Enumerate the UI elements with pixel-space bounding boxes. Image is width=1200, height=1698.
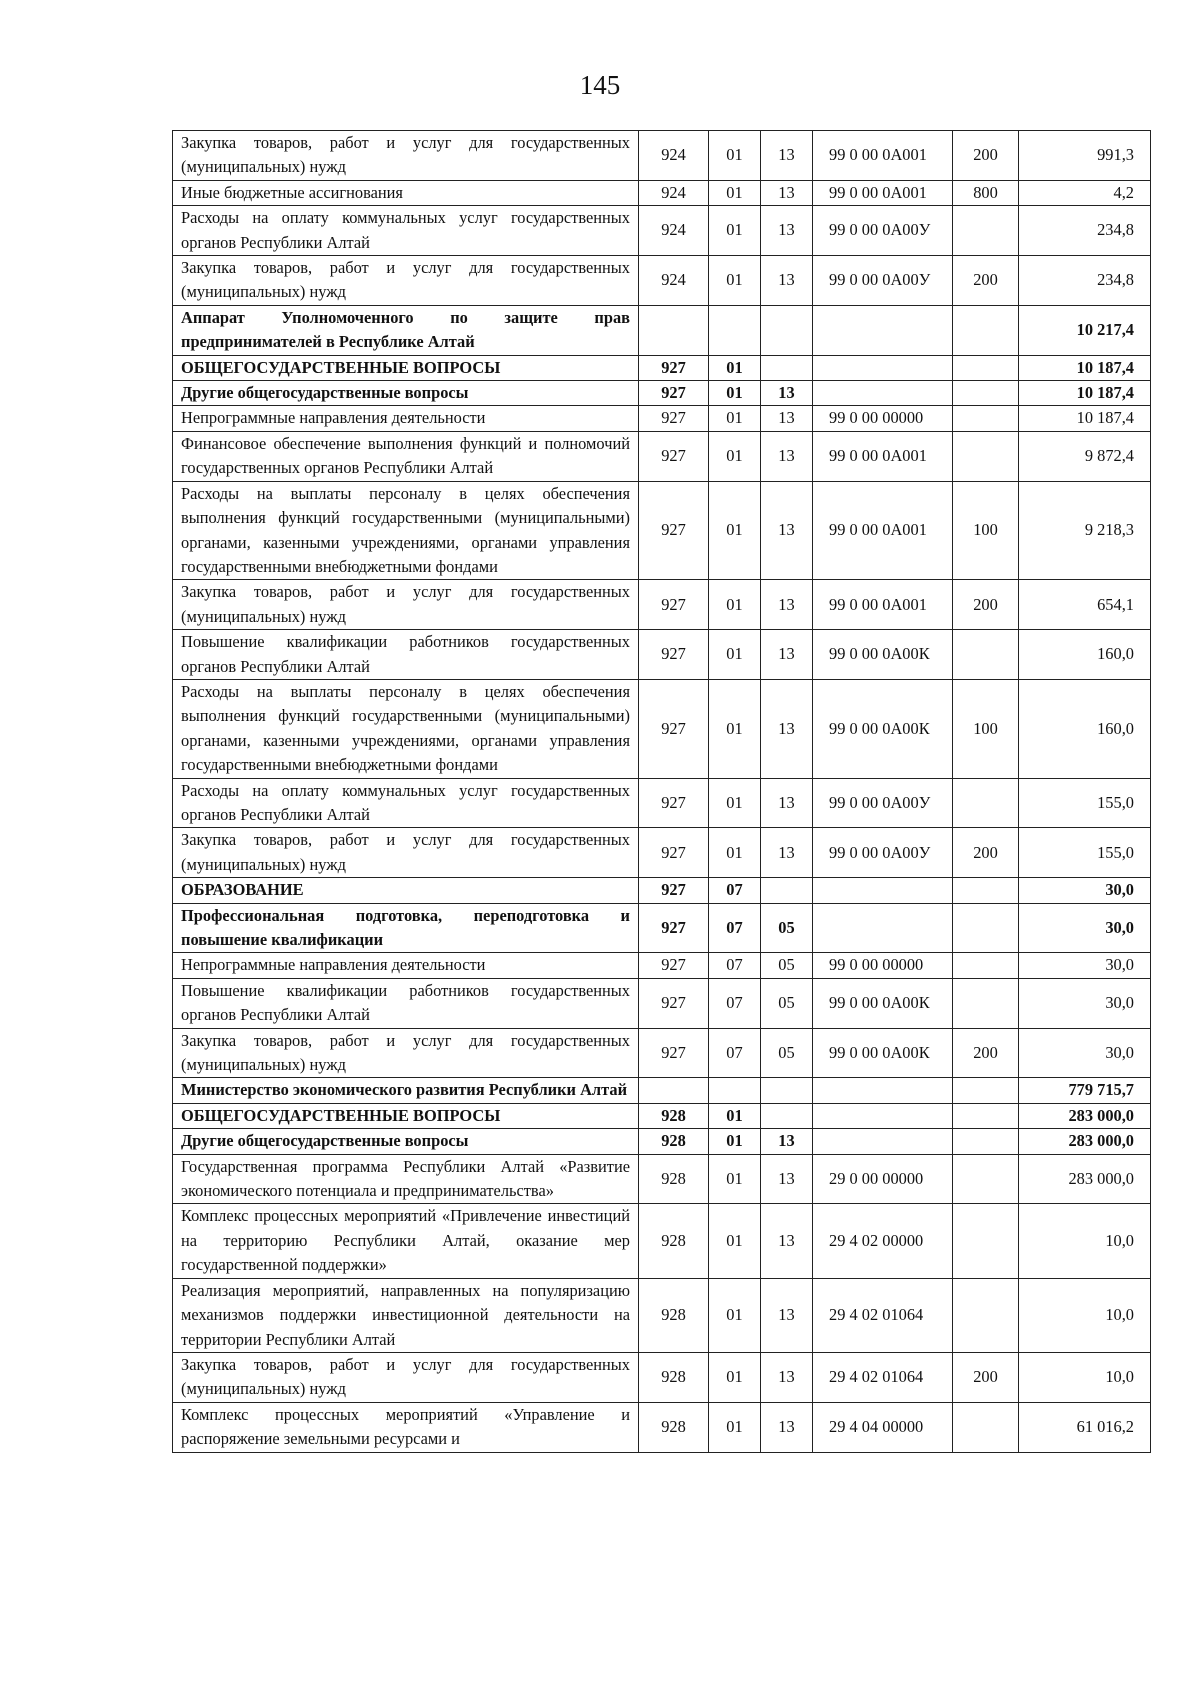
cell-expense-type: 200 <box>953 1352 1019 1402</box>
cell-subsection: 13 <box>761 630 813 680</box>
cell-target-item <box>813 355 953 380</box>
cell-section: 01 <box>709 630 761 680</box>
cell-name: Другие общегосударственные вопросы <box>173 381 639 406</box>
cell-expense-type: 200 <box>953 1028 1019 1078</box>
cell-section: 01 <box>709 180 761 205</box>
cell-grbs: 927 <box>639 828 709 878</box>
cell-amount: 779 715,7 <box>1019 1078 1151 1103</box>
cell-expense-type <box>953 903 1019 953</box>
cell-subsection: 13 <box>761 481 813 580</box>
cell-subsection <box>761 305 813 355</box>
cell-expense-type <box>953 1402 1019 1452</box>
cell-grbs: 928 <box>639 1129 709 1154</box>
table-row <box>173 903 1151 953</box>
cell-grbs: 927 <box>639 953 709 978</box>
cell-section: 07 <box>709 878 761 903</box>
cell-grbs: 927 <box>639 978 709 1028</box>
cell-section: 01 <box>709 828 761 878</box>
budget-table <box>172 130 1151 1453</box>
cell-name: Непрограммные направления деятельности <box>173 406 639 431</box>
cell-amount: 234,8 <box>1019 206 1151 256</box>
cell-subsection: 13 <box>761 828 813 878</box>
cell-target-item: 99 0 00 0А00У <box>813 206 953 256</box>
table-row <box>173 355 1151 380</box>
cell-target-item <box>813 1129 953 1154</box>
cell-grbs: 928 <box>639 1103 709 1128</box>
page-number: 145 <box>579 70 621 100</box>
table-row <box>173 256 1151 306</box>
cell-name: Повышение квалификации работников государственных органов Республики Алтай <box>173 978 639 1028</box>
cell-amount: 991,3 <box>1019 131 1151 181</box>
cell-amount: 10 187,4 <box>1019 406 1151 431</box>
cell-target-item: 99 0 00 0А001 <box>813 131 953 181</box>
cell-expense-type: 100 <box>953 679 1019 778</box>
cell-amount: 234,8 <box>1019 256 1151 306</box>
cell-target-item: 99 0 00 0А00У <box>813 778 953 828</box>
cell-section <box>709 305 761 355</box>
cell-grbs: 927 <box>639 355 709 380</box>
cell-section: 01 <box>709 1204 761 1278</box>
cell-subsection <box>761 878 813 903</box>
cell-name: Иные бюджетные ассигнования <box>173 180 639 205</box>
cell-amount: 283 000,0 <box>1019 1129 1151 1154</box>
cell-section: 01 <box>709 431 761 481</box>
cell-subsection: 13 <box>761 1352 813 1402</box>
cell-name: ОБЩЕГОСУДАРСТВЕННЫЕ ВОПРОСЫ <box>173 1103 639 1128</box>
cell-section <box>709 1078 761 1103</box>
cell-name: Расходы на оплату коммунальных услуг государственных органов Республики Алтай <box>173 778 639 828</box>
cell-section: 01 <box>709 131 761 181</box>
cell-subsection: 13 <box>761 131 813 181</box>
cell-amount: 4,2 <box>1019 180 1151 205</box>
cell-subsection: 13 <box>761 431 813 481</box>
cell-grbs: 927 <box>639 903 709 953</box>
table-row <box>173 1103 1151 1128</box>
cell-expense-type <box>953 305 1019 355</box>
cell-subsection: 13 <box>761 1278 813 1352</box>
cell-expense-type <box>953 1103 1019 1128</box>
cell-section: 07 <box>709 953 761 978</box>
cell-name: Повышение квалификации работников государственных органов Республики Алтай <box>173 630 639 680</box>
cell-grbs: 924 <box>639 206 709 256</box>
cell-section: 01 <box>709 1352 761 1402</box>
cell-target-item <box>813 305 953 355</box>
cell-expense-type <box>953 1204 1019 1278</box>
table-row <box>173 431 1151 481</box>
cell-amount: 155,0 <box>1019 828 1151 878</box>
cell-target-item: 29 0 00 00000 <box>813 1154 953 1204</box>
cell-subsection: 13 <box>761 256 813 306</box>
cell-expense-type <box>953 778 1019 828</box>
cell-amount: 30,0 <box>1019 1028 1151 1078</box>
cell-grbs: 927 <box>639 381 709 406</box>
cell-subsection: 13 <box>761 406 813 431</box>
cell-grbs: 928 <box>639 1204 709 1278</box>
cell-target-item: 99 0 00 0А00К <box>813 630 953 680</box>
cell-amount: 30,0 <box>1019 978 1151 1028</box>
cell-section: 01 <box>709 679 761 778</box>
table-row <box>173 1154 1151 1204</box>
table-row <box>173 1204 1151 1278</box>
cell-target-item: 99 0 00 0А001 <box>813 481 953 580</box>
cell-section: 01 <box>709 1402 761 1452</box>
table-row <box>173 1402 1151 1452</box>
cell-expense-type <box>953 1278 1019 1352</box>
cell-name: Закупка товаров, работ и услуг для государственных (муниципальных) нужд <box>173 131 639 181</box>
cell-section: 01 <box>709 406 761 431</box>
cell-section: 01 <box>709 481 761 580</box>
cell-name: Комплекс процессных мероприятий «Управление и распоряжение земельными ресурсами и <box>173 1402 639 1452</box>
cell-target-item: 99 0 00 0А001 <box>813 431 953 481</box>
table-row <box>173 381 1151 406</box>
cell-amount: 10,0 <box>1019 1278 1151 1352</box>
cell-amount: 9 218,3 <box>1019 481 1151 580</box>
cell-amount: 30,0 <box>1019 878 1151 903</box>
cell-name: Государственная программа Республики Алтай «Развитие экономического потенциала и предпринимательства» <box>173 1154 639 1204</box>
cell-section: 07 <box>709 978 761 1028</box>
cell-expense-type <box>953 381 1019 406</box>
cell-amount: 283 000,0 <box>1019 1154 1151 1204</box>
cell-grbs: 924 <box>639 256 709 306</box>
cell-subsection: 13 <box>761 1129 813 1154</box>
cell-target-item <box>813 1103 953 1128</box>
table-row <box>173 953 1151 978</box>
cell-grbs: 927 <box>639 406 709 431</box>
cell-grbs: 927 <box>639 878 709 903</box>
table-row <box>173 1278 1151 1352</box>
cell-name: Аппарат Уполномоченного по защите прав предпринимателей в Республике Алтай <box>173 305 639 355</box>
cell-target-item: 99 0 00 00000 <box>813 406 953 431</box>
cell-name: Расходы на выплаты персоналу в целях обеспечения выполнения функций государственными (муниципальными) органами, казенными учреждениями, органами управления государственными внебюджетными фондами <box>173 481 639 580</box>
cell-expense-type <box>953 431 1019 481</box>
cell-expense-type <box>953 206 1019 256</box>
cell-target-item <box>813 903 953 953</box>
cell-expense-type <box>953 878 1019 903</box>
cell-name: Закупка товаров, работ и услуг для государственных (муниципальных) нужд <box>173 1028 639 1078</box>
cell-grbs: 927 <box>639 481 709 580</box>
cell-target-item: 29 4 04 00000 <box>813 1402 953 1452</box>
cell-amount: 160,0 <box>1019 630 1151 680</box>
cell-section: 01 <box>709 206 761 256</box>
cell-amount: 61 016,2 <box>1019 1402 1151 1452</box>
table-row <box>173 630 1151 680</box>
cell-name: Закупка товаров, работ и услуг для государственных (муниципальных) нужд <box>173 256 639 306</box>
cell-name: Непрограммные направления деятельности <box>173 953 639 978</box>
cell-expense-type: 200 <box>953 131 1019 181</box>
cell-target-item: 99 0 00 0А00К <box>813 1028 953 1078</box>
cell-name: Другие общегосударственные вопросы <box>173 1129 639 1154</box>
cell-target-item: 99 0 00 0А00У <box>813 256 953 306</box>
cell-grbs: 927 <box>639 1028 709 1078</box>
table-row <box>173 679 1151 778</box>
cell-section: 01 <box>709 381 761 406</box>
cell-grbs: 928 <box>639 1154 709 1204</box>
cell-subsection <box>761 1103 813 1128</box>
cell-section: 01 <box>709 1129 761 1154</box>
cell-name: ОБРАЗОВАНИЕ <box>173 878 639 903</box>
cell-section: 01 <box>709 1278 761 1352</box>
cell-amount: 10,0 <box>1019 1352 1151 1402</box>
table-body <box>173 131 1151 1453</box>
cell-grbs: 927 <box>639 630 709 680</box>
cell-amount: 155,0 <box>1019 778 1151 828</box>
cell-amount: 10,0 <box>1019 1204 1151 1278</box>
cell-target-item: 99 0 00 0А001 <box>813 180 953 205</box>
table-row <box>173 180 1151 205</box>
cell-name: Расходы на оплату коммунальных услуг государственных органов Республики Алтай <box>173 206 639 256</box>
table-row <box>173 406 1151 431</box>
cell-amount: 10 187,4 <box>1019 381 1151 406</box>
cell-amount: 30,0 <box>1019 903 1151 953</box>
cell-expense-type <box>953 1154 1019 1204</box>
cell-expense-type: 200 <box>953 828 1019 878</box>
cell-name: Финансовое обеспечение выполнения функций и полномочий государственных органов Республики Алтай <box>173 431 639 481</box>
cell-target-item <box>813 1078 953 1103</box>
cell-expense-type <box>953 355 1019 380</box>
cell-amount: 283 000,0 <box>1019 1103 1151 1128</box>
cell-target-item: 99 0 00 00000 <box>813 953 953 978</box>
cell-section: 01 <box>709 1154 761 1204</box>
table-row <box>173 131 1151 181</box>
table-row <box>173 828 1151 878</box>
cell-expense-type: 800 <box>953 180 1019 205</box>
cell-expense-type: 200 <box>953 256 1019 306</box>
cell-expense-type: 100 <box>953 481 1019 580</box>
cell-target-item: 99 0 00 0А00К <box>813 978 953 1028</box>
cell-subsection: 13 <box>761 778 813 828</box>
cell-expense-type <box>953 630 1019 680</box>
cell-name: Закупка товаров, работ и услуг для государственных (муниципальных) нужд <box>173 828 639 878</box>
cell-name: Закупка товаров, работ и услуг для государственных (муниципальных) нужд <box>173 580 639 630</box>
table-row <box>173 778 1151 828</box>
table-row <box>173 1129 1151 1154</box>
cell-subsection <box>761 1078 813 1103</box>
table-row <box>173 481 1151 580</box>
cell-target-item <box>813 878 953 903</box>
cell-grbs: 924 <box>639 131 709 181</box>
cell-section: 01 <box>709 580 761 630</box>
table-row <box>173 1078 1151 1103</box>
cell-target-item: 29 4 02 00000 <box>813 1204 953 1278</box>
cell-subsection: 13 <box>761 206 813 256</box>
cell-grbs: 928 <box>639 1278 709 1352</box>
cell-subsection: 05 <box>761 978 813 1028</box>
cell-grbs: 927 <box>639 778 709 828</box>
table-row <box>173 878 1151 903</box>
cell-name: Комплекс процессных мероприятий «Привлечение инвестиций на территорию Республики Алтай, оказание мер государственной поддержки» <box>173 1204 639 1278</box>
table-row <box>173 978 1151 1028</box>
cell-grbs: 927 <box>639 431 709 481</box>
cell-expense-type: 200 <box>953 580 1019 630</box>
cell-amount: 10 187,4 <box>1019 355 1151 380</box>
cell-name: Расходы на выплаты персоналу в целях обеспечения выполнения функций государственными (муниципальными) органами, казенными учреждениями, органами управления государственными внебюджетными фондами <box>173 679 639 778</box>
cell-name: Реализация мероприятий, направленных на популяризацию механизмов поддержки инвестиционной деятельности на территории Республики Алтай <box>173 1278 639 1352</box>
table-row <box>173 305 1151 355</box>
cell-subsection: 13 <box>761 1154 813 1204</box>
cell-subsection: 13 <box>761 1204 813 1278</box>
cell-amount: 160,0 <box>1019 679 1151 778</box>
table-row <box>173 1028 1151 1078</box>
cell-grbs: 927 <box>639 679 709 778</box>
cell-expense-type <box>953 953 1019 978</box>
cell-subsection: 05 <box>761 903 813 953</box>
table-row <box>173 206 1151 256</box>
cell-subsection: 13 <box>761 180 813 205</box>
cell-subsection <box>761 355 813 380</box>
table-row <box>173 580 1151 630</box>
cell-expense-type <box>953 1078 1019 1103</box>
cell-target-item: 29 4 02 01064 <box>813 1352 953 1402</box>
cell-target-item <box>813 381 953 406</box>
cell-grbs <box>639 1078 709 1103</box>
cell-expense-type <box>953 406 1019 431</box>
cell-subsection: 13 <box>761 580 813 630</box>
cell-subsection: 05 <box>761 953 813 978</box>
cell-expense-type <box>953 1129 1019 1154</box>
cell-subsection: 13 <box>761 1402 813 1452</box>
cell-amount: 654,1 <box>1019 580 1151 630</box>
cell-grbs: 928 <box>639 1402 709 1452</box>
cell-subsection: 13 <box>761 679 813 778</box>
cell-name: Закупка товаров, работ и услуг для государственных (муниципальных) нужд <box>173 1352 639 1402</box>
cell-section: 01 <box>709 1103 761 1128</box>
cell-expense-type <box>953 978 1019 1028</box>
cell-target-item: 99 0 00 0А001 <box>813 580 953 630</box>
cell-amount: 10 217,4 <box>1019 305 1151 355</box>
cell-name: Министерство экономического развития Республики Алтай <box>173 1078 639 1103</box>
cell-amount: 9 872,4 <box>1019 431 1151 481</box>
cell-section: 01 <box>709 355 761 380</box>
cell-section: 01 <box>709 256 761 306</box>
cell-grbs: 928 <box>639 1352 709 1402</box>
cell-grbs: 924 <box>639 180 709 205</box>
cell-grbs: 927 <box>639 580 709 630</box>
cell-amount: 30,0 <box>1019 953 1151 978</box>
cell-grbs <box>639 305 709 355</box>
cell-target-item: 29 4 02 01064 <box>813 1278 953 1352</box>
cell-section: 01 <box>709 778 761 828</box>
cell-name: Профессиональная подготовка, переподготовка и повышение квалификации <box>173 903 639 953</box>
cell-subsection: 05 <box>761 1028 813 1078</box>
table-row <box>173 1352 1151 1402</box>
cell-name: ОБЩЕГОСУДАРСТВЕННЫЕ ВОПРОСЫ <box>173 355 639 380</box>
cell-subsection: 13 <box>761 381 813 406</box>
cell-target-item: 99 0 00 0А00У <box>813 828 953 878</box>
cell-section: 07 <box>709 903 761 953</box>
cell-target-item: 99 0 00 0А00К <box>813 679 953 778</box>
cell-section: 07 <box>709 1028 761 1078</box>
